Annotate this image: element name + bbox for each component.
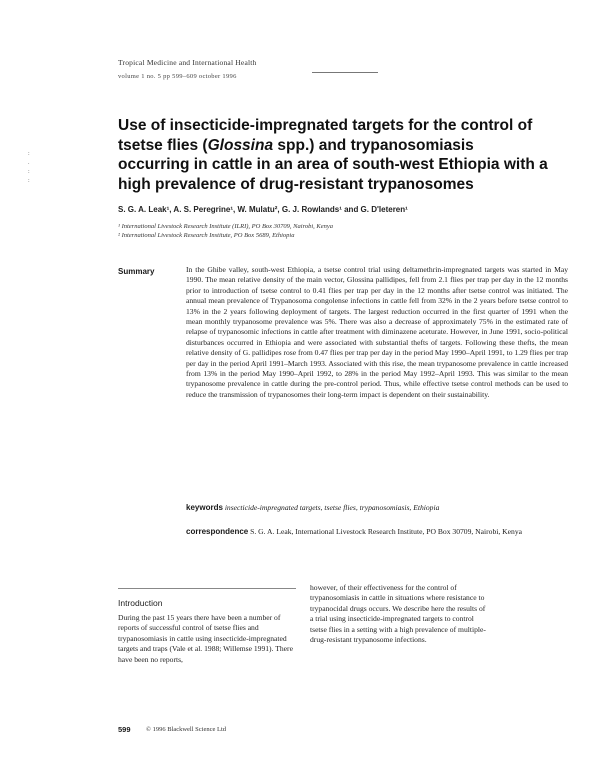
journal-name: Tropical Medicine and International Health xyxy=(118,58,257,67)
page-number: 599 xyxy=(118,725,131,734)
summary-label: Summary xyxy=(118,267,155,276)
keywords-label: keywords xyxy=(186,503,223,512)
intro-heading: Introduction xyxy=(118,598,163,608)
authors: S. G. A. Leak¹, A. S. Peregrine¹, W. Mulatu², G. J. Rowlands¹ and G. D'Ieteren¹ xyxy=(118,205,408,214)
header-rule xyxy=(312,72,378,73)
correspondence-text: S. G. A. Leak, International Livestock Research Institute, PO Box 30709, Nairobi, Kenya xyxy=(250,527,522,536)
keywords-text: insecticide-impregnated targets, tsetse flies, trypanosomiasis, Ethiopia xyxy=(224,503,440,512)
correspondence-label: correspondence xyxy=(186,527,249,536)
title-part2: spp.) and trypanosomiasis occurring in cattle in an area of south-west Ethiopia with a high prevalence of drug-resistant trypanosomes xyxy=(118,136,548,193)
keywords-block xyxy=(186,503,568,513)
affiliation-2: ² International Livestock Research Institute, PO Box 5689, Ethiopia xyxy=(118,232,295,239)
correspondence-block xyxy=(186,527,568,537)
article-title xyxy=(118,116,548,194)
intro-left-column: During the past 15 years there have been a number of reports of successful control of tsetse flies and trypanosomiasis in cattle using insecticide-impregnated targets and traps (Vale et al. 1988; Willemse 1991). There have been no reports, xyxy=(118,613,293,664)
summary-text: In the Ghibe valley, south-west Ethiopia, a tsetse control trial using deltamethrin-impregnated targets was started in May 1990. The mean relative density of the main vector, Glossina pallidipes, fell from 2.1 flies per trap per day in the 12 months prior to introduction of tsetse control to 0.41 flies per trap per day in the 12 months after tsetse control was initiated. The annual mean prevalence of Trypanosoma congolense infections in cattle fell from 32% in the 2 years before tsetse control to 13% in the 2 years following deployment of targets. The largest reduction occurred in the first quarter of 1991 when the mean monthly trypanosome prevalence was 5%. There was also a decrease of approximately 75% in the estimated rate of relapse of trypanosomic infections in cattle after treatment with diminazene aceturate. However, in June 1991, socio-political disturbances occurred in Ethiopia and were associated with substantial thefts of targets. Following these thefts, the mean relative density of G. pallidipes rose from 0.47 flies per trap per day in the period May 1990–April 1991, to 1.29 flies per trap per day in the period April 1991–March 1993. Associated with this rise, the mean trypanosome prevalence in cattle increased from 13% in the period May 1990–April 1992, to 28% in the period May 1992–April 1993. This was similar to the mean trypanosome prevalence in cattle during the pre-control period. Thus, while effective tsetse control methods can be used to reduce the transmission of trypanosomes their long-term impact is dependent on their sustainability. xyxy=(186,265,568,399)
journal-volume: volume 1 no. 5 pp 599–609 october 1996 xyxy=(118,73,237,80)
title-italic: Glossina xyxy=(207,136,274,154)
side-marks: : . : : xyxy=(28,151,30,184)
copyright: © 1996 Blackwell Science Ltd xyxy=(146,726,227,733)
title-part1: Use of insecticide-impregnated targets for the control of tsetse flies ( xyxy=(118,117,533,154)
intro-right-column: however, of their effectiveness for the control of trypanosomiasis in cattle in situations where resistance to trypanocidal drugs occurs. We describe here the results of a trial using insecticide-impregnated targets to control tsetse flies in a setting with a high prevalence of multiple-drug-resistant trypanosome infections. xyxy=(310,583,486,645)
affiliation-1: ¹ International Livestock Research Institute (ILRI), PO Box 30709, Nairobi, Kenya xyxy=(118,223,334,230)
intro-rule xyxy=(118,588,296,589)
affiliations xyxy=(118,222,558,240)
